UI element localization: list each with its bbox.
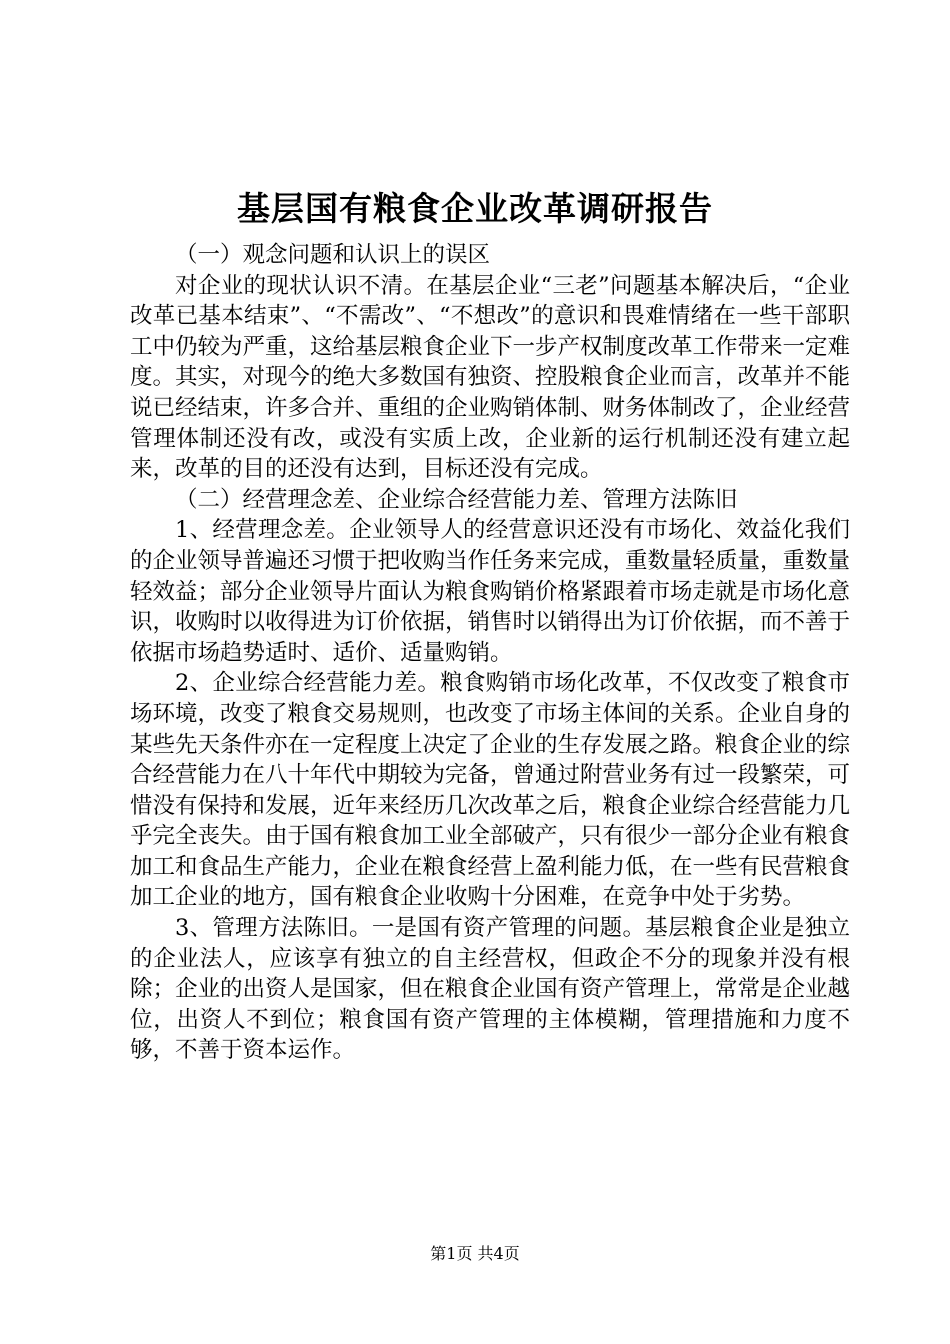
section-heading: （二）经营理念差、企业综合经营能力差、管理方法陈旧 (175, 486, 738, 513)
paragraph: 对企业的现状认识不清。在基层企业“三老”问题基本解决后，“企业改革已基本结束”、“不需改”、“不想改”的意识和畏难情绪在一些干部职工中仍较为严重，这给基层粮食企业下一步产权制度改革工作带来一定难度。其实，对现今的绝大多数国有独资、控股粮食企业而言，改革并不能说已经结束，许多合并、重组的企业购销体制、财务体制改了，企业经营管理体制还没有改，或没有实质上改，企业新的运行机制还没有建立起来，改革的目的还没有达到，目标还没有完成。 (130, 272, 851, 483)
paragraph: 1、经营理念差。企业领导人的经营意识还没有市场化、效益化我们的企业领导普遍还习惯于把收购当作任务来完成，重数量轻质量，重数量轻效益；部分企业领导片面认为粮食购销价格紧跟着市场走就是市场化意识，收购时以收得进为订价依据，销售时以销得出为订价依据，而不善于依据市场趋势适时、适价、适量购销。 (130, 517, 851, 666)
paragraph: 3、管理方法陈旧。一是国有资产管理的问题。基层粮食企业是独立的企业法人，应该享有独立的自主经营权，但政企不分的现象并没有根除；企业的出资人是国家，但在粮食企业国有资产管理上，常常是企业越位，出资人不到位；粮食国有资产管理的主体模糊，管理措施和力度不够，不善于资本运作。 (130, 915, 851, 1064)
document-title: 基层国有粮食企业改革调研报告 (237, 189, 713, 228)
paragraph: 2、企业综合经营能力差。粮食购销市场化改革，不仅改变了粮食市场环境，改变了粮食交易规则，也改变了市场主体间的关系。企业自身的某些先天条件亦在一定程度上决定了企业的生存发展之路。粮食企业的综合经营能力在八十年代中期较为完备，曾通过附营业务有过一段繁荣，可惜没有保持和发展，近年来经历几次改革之后，粮食企业综合经营能力几乎完全丧失。由于国有粮食加工业全部破产，只有很少一部分企业有粮食加工和食品生产能力，企业在粮食经营上盈利能力低，在一些有民营粮食加工企业的地方，国有粮食企业收购十分困难，在竞争中处于劣势。 (130, 670, 851, 911)
section-heading: （一）观念问题和认识上的误区 (175, 242, 491, 268)
document-body (130, 240, 850, 1066)
page-footer: 第1页 共4页 (430, 1244, 520, 1263)
